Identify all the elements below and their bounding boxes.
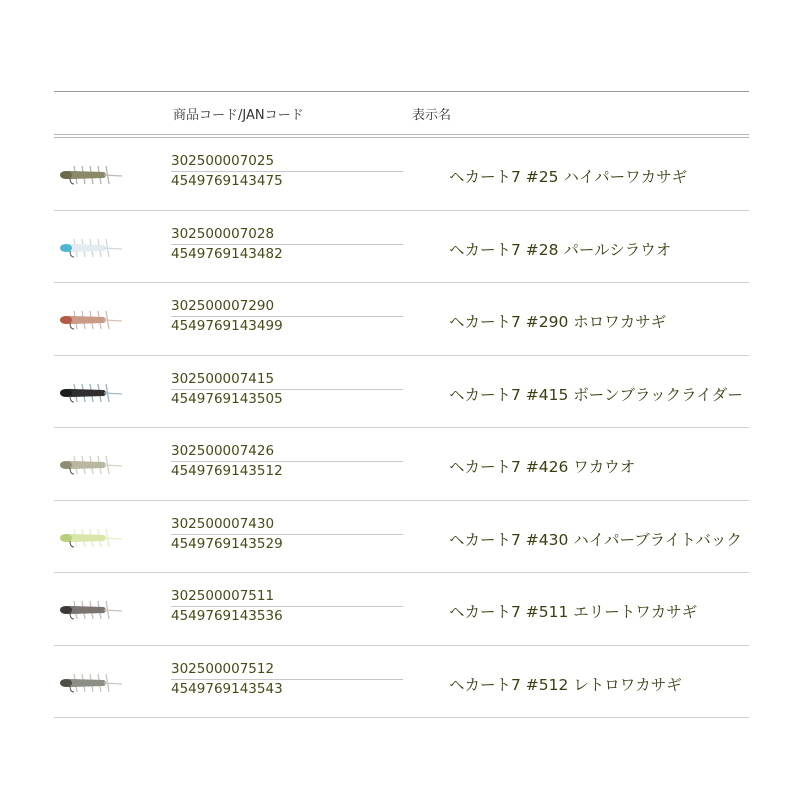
- table-row: [54, 211, 749, 284]
- jan-code: 4549769143482: [171, 245, 283, 262]
- code-cell: [171, 660, 403, 699]
- jan-code: 4549769143512: [171, 463, 283, 479]
- product-code: 302500007426: [171, 442, 403, 462]
- table-row: [54, 428, 749, 501]
- table-row: [54, 573, 749, 646]
- jan-code: 4549769143536: [171, 608, 283, 624]
- jan-code: 4549769143543: [171, 680, 283, 697]
- lure-image: [58, 307, 124, 333]
- code-cell: [171, 225, 403, 264]
- product-name: ヘカート7 #28 パールシラウオ: [449, 240, 672, 259]
- code-cell: [171, 442, 403, 481]
- column-header-code: 商品コード/JANコード: [173, 108, 304, 123]
- code-cell: [171, 370, 403, 409]
- product-code: 302500007511: [171, 587, 403, 607]
- product-name: ヘカート7 #426 ワカウオ: [449, 458, 636, 476]
- table-row: [54, 138, 749, 211]
- lure-image: [58, 670, 124, 696]
- product-name: ヘカート7 #430 ハイパーブライトバック: [449, 530, 742, 549]
- code-cell: [171, 297, 403, 336]
- product-code: 302500007415: [171, 370, 403, 390]
- jan-code: 4549769143505: [171, 390, 283, 407]
- column-header-name: 表示名: [412, 108, 452, 123]
- table-row: [54, 356, 749, 429]
- product-name: ヘカート7 #25 ハイパーワカサギ: [449, 168, 688, 186]
- lure-image: [58, 597, 124, 623]
- jan-code: 4549769143499: [171, 318, 283, 334]
- table-row: [54, 283, 749, 356]
- jan-code: 4549769143475: [171, 173, 283, 189]
- code-cell: [171, 515, 403, 554]
- lure-image: [58, 380, 124, 406]
- product-code: 302500007512: [171, 660, 403, 680]
- lure-image: [58, 525, 124, 551]
- lure-image: [58, 452, 124, 478]
- code-cell: [171, 587, 403, 626]
- table-row: [54, 501, 749, 574]
- product-code: 302500007028: [171, 225, 403, 245]
- product-table: [54, 91, 749, 697]
- header-divider: [54, 134, 749, 135]
- table-header: [54, 91, 749, 136]
- product-name: ヘカート7 #290 ホロワカサギ: [449, 313, 667, 331]
- jan-code: 4549769143529: [171, 535, 283, 552]
- table-row: [54, 646, 749, 719]
- product-name: ヘカート7 #415 ボーンブラックライダー: [449, 385, 743, 404]
- product-code: 302500007290: [171, 297, 403, 317]
- product-name: ヘカート7 #511 エリートワカサギ: [449, 603, 698, 621]
- product-code: 302500007430: [171, 515, 403, 535]
- table-body: [54, 138, 749, 718]
- product-code: 302500007025: [171, 152, 403, 172]
- product-name: ヘカート7 #512 レトロワカサギ: [449, 675, 682, 694]
- code-cell: [171, 152, 403, 191]
- lure-image: [58, 162, 124, 188]
- lure-image: [58, 235, 124, 261]
